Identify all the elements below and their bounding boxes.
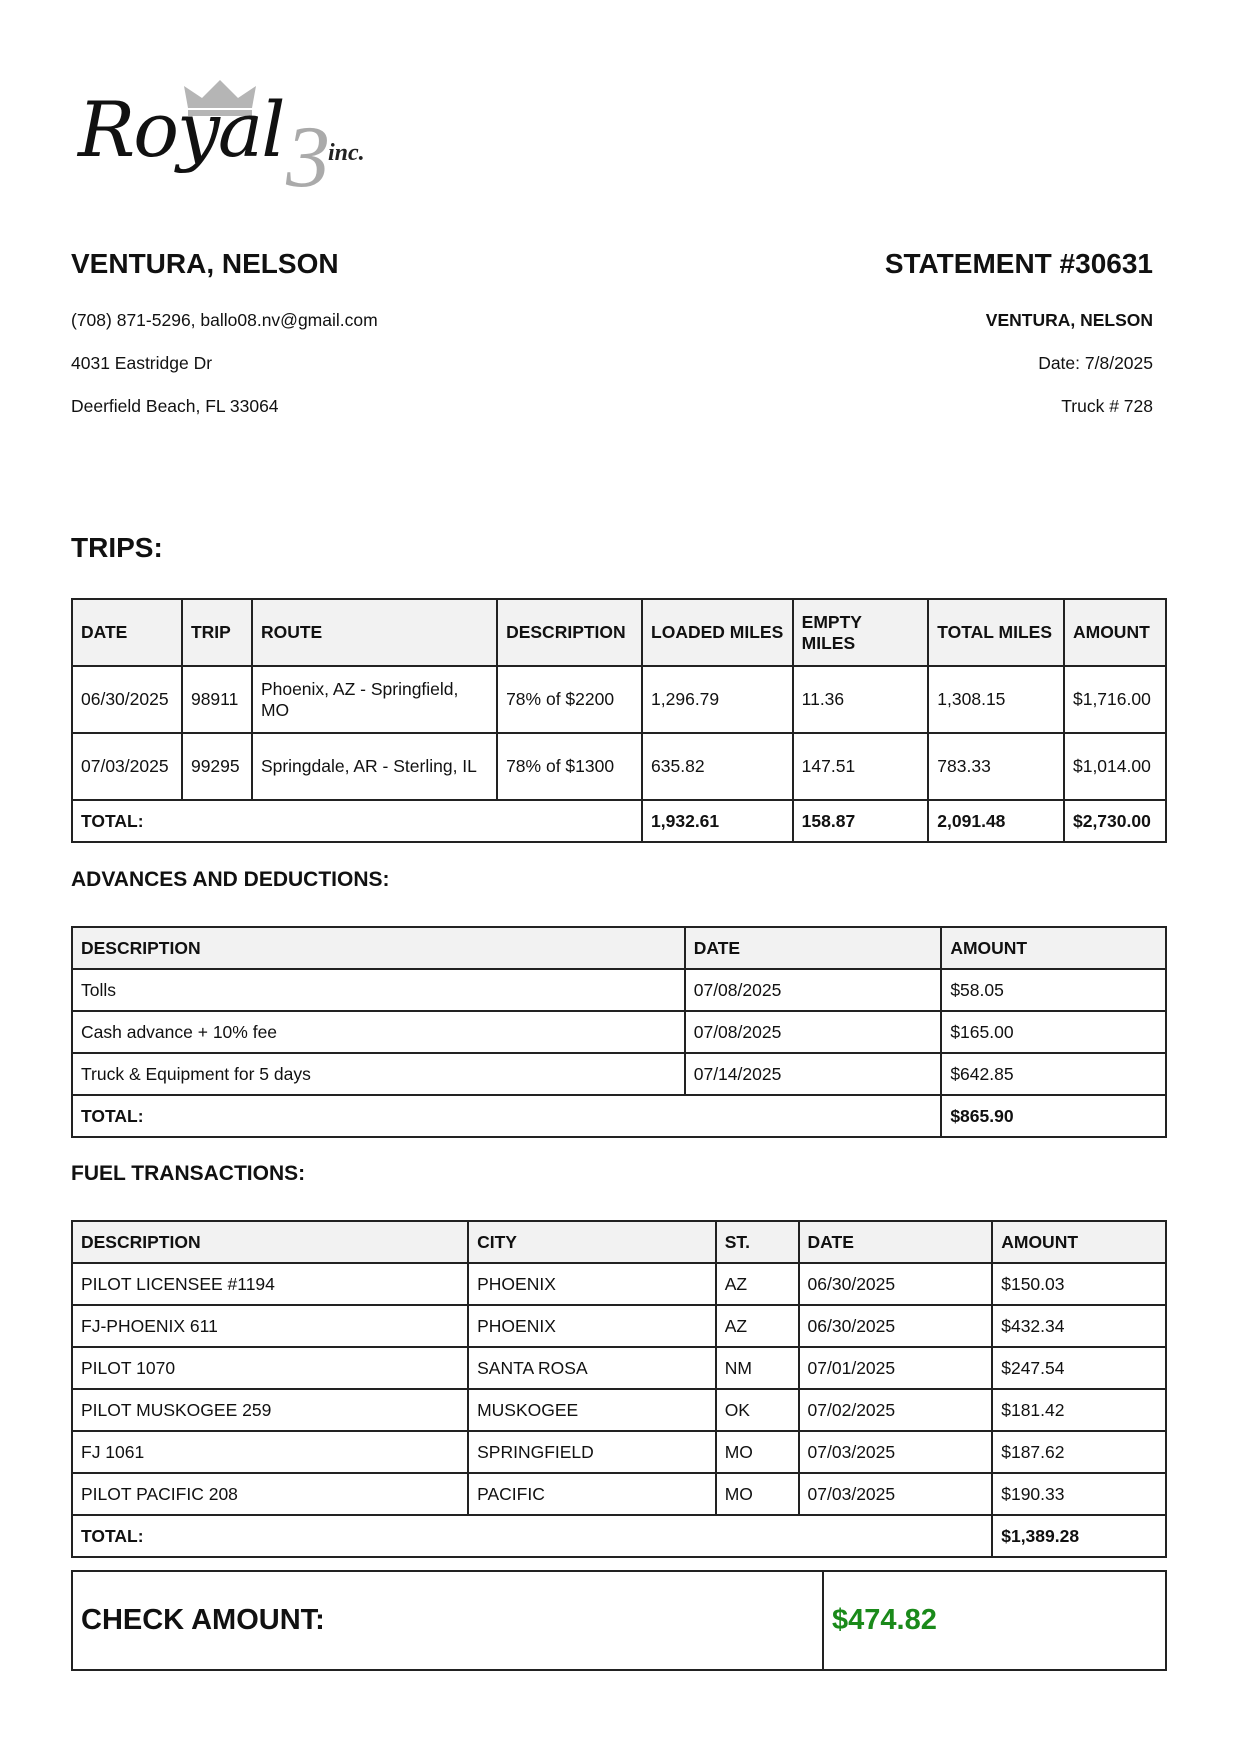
table-cell: $1,716.00 (1064, 666, 1166, 733)
statement-date: Date: 7/8/2025 (1038, 353, 1153, 373)
table-row (72, 1053, 1166, 1095)
table-row (72, 1431, 1166, 1473)
table-cell: PHOENIX (468, 1263, 716, 1305)
fuel-title: FUEL TRANSACTIONS: (71, 1162, 306, 1185)
table-cell: 06/30/2025 (72, 666, 182, 733)
table-cell: 06/30/2025 (799, 1305, 993, 1347)
table-cell: $1,014.00 (1064, 733, 1166, 800)
col-header: DESCRIPTION (72, 1221, 468, 1263)
driver-contact: (708) 871-5296, ballo08.nv@gmail.com (71, 310, 378, 330)
table-cell: 07/08/2025 (685, 969, 942, 1011)
total-label: TOTAL: (72, 1095, 941, 1137)
logo-number: 3 (286, 109, 330, 206)
trips-table (71, 598, 1167, 843)
col-header: DATE (799, 1221, 993, 1263)
table-cell: Springdale, AR - Sterling, IL (252, 733, 497, 800)
table-cell: Tolls (72, 969, 685, 1011)
table-row (72, 1011, 1166, 1053)
table-row (72, 1305, 1166, 1347)
fuel-header-row (72, 1221, 1166, 1263)
table-cell: 99295 (182, 733, 252, 800)
col-header: ST. (716, 1221, 799, 1263)
table-row (72, 1263, 1166, 1305)
table-row (72, 1473, 1166, 1515)
advances-total-row (72, 1095, 1166, 1137)
table-cell: SANTA ROSA (468, 1347, 716, 1389)
table-cell: 06/30/2025 (799, 1263, 993, 1305)
trips-title: TRIPS: (71, 532, 163, 563)
col-header: DESCRIPTION (497, 599, 642, 666)
table-cell: 78% of $2200 (497, 666, 642, 733)
table-row (72, 733, 1166, 800)
table-cell: Truck & Equipment for 5 days (72, 1053, 685, 1095)
table-cell: 1,308.15 (928, 666, 1064, 733)
trips-total-row (72, 800, 1166, 842)
table-cell: Cash advance + 10% fee (72, 1011, 685, 1053)
table-row (72, 1389, 1166, 1431)
advances-title: ADVANCES AND DEDUCTIONS: (71, 868, 390, 891)
total-label: TOTAL: (72, 800, 642, 842)
table-cell: $190.33 (992, 1473, 1166, 1515)
col-header: ROUTE (252, 599, 497, 666)
truck-number: Truck # 728 (1061, 396, 1153, 416)
check-amount-label: CHECK AMOUNT: (73, 1572, 824, 1669)
table-cell: PILOT 1070 (72, 1347, 468, 1389)
col-header: DATE (685, 927, 942, 969)
table-cell: FJ 1061 (72, 1431, 468, 1473)
driver-address-line1: 4031 Eastridge Dr (71, 353, 213, 373)
table-cell: 07/03/2025 (72, 733, 182, 800)
total-amount: $2,730.00 (1064, 800, 1166, 842)
col-header: AMOUNT (992, 1221, 1166, 1263)
table-cell: $150.03 (992, 1263, 1166, 1305)
table-cell: 07/03/2025 (799, 1473, 993, 1515)
trips-header-row (72, 599, 1166, 666)
table-cell: $247.54 (992, 1347, 1166, 1389)
logo-suffix: inc. (328, 140, 365, 166)
col-header: LOADED MILES (642, 599, 793, 666)
col-header: TOTAL MILES (928, 599, 1064, 666)
table-cell: MO (716, 1431, 799, 1473)
table-cell: $187.62 (992, 1431, 1166, 1473)
table-cell: FJ-PHOENIX 611 (72, 1305, 468, 1347)
total-miles: 2,091.48 (928, 800, 1064, 842)
company-logo (76, 78, 386, 206)
table-cell: 11.36 (793, 666, 929, 733)
table-row (72, 666, 1166, 733)
table-cell: 1,296.79 (642, 666, 793, 733)
table-cell: $58.05 (941, 969, 1166, 1011)
advances-table (71, 926, 1167, 1138)
table-cell: Phoenix, AZ - Springfield, MO (252, 666, 497, 733)
table-cell: PILOT MUSKOGEE 259 (72, 1389, 468, 1431)
table-cell: MO (716, 1473, 799, 1515)
total-label: TOTAL: (72, 1515, 992, 1557)
table-cell: SPRINGFIELD (468, 1431, 716, 1473)
driver-address-line2: Deerfield Beach, FL 33064 (71, 396, 279, 416)
table-cell: 07/01/2025 (799, 1347, 993, 1389)
table-cell: PILOT LICENSEE #1194 (72, 1263, 468, 1305)
total-empty-miles: 158.87 (793, 800, 929, 842)
col-header: CITY (468, 1221, 716, 1263)
statement-driver-name: VENTURA, NELSON (985, 310, 1153, 330)
table-cell: 78% of $1300 (497, 733, 642, 800)
table-cell: $642.85 (941, 1053, 1166, 1095)
table-row (72, 969, 1166, 1011)
table-cell: $165.00 (941, 1011, 1166, 1053)
table-cell: NM (716, 1347, 799, 1389)
col-header: AMOUNT (1064, 599, 1166, 666)
total-amount: $1,389.28 (992, 1515, 1166, 1557)
advances-header-row (72, 927, 1166, 969)
driver-name: VENTURA, NELSON (71, 248, 339, 279)
table-cell: AZ (716, 1305, 799, 1347)
table-cell: 07/14/2025 (685, 1053, 942, 1095)
col-header: EMPTY MILES (793, 599, 929, 666)
col-header: DATE (72, 599, 182, 666)
table-cell: AZ (716, 1263, 799, 1305)
col-header: AMOUNT (941, 927, 1166, 969)
table-cell: MUSKOGEE (468, 1389, 716, 1431)
table-row (72, 1347, 1166, 1389)
table-cell: PACIFIC (468, 1473, 716, 1515)
table-cell: 635.82 (642, 733, 793, 800)
table-cell: 98911 (182, 666, 252, 733)
statement-number: STATEMENT #30631 (884, 248, 1153, 279)
table-cell: 147.51 (793, 733, 929, 800)
col-header: DESCRIPTION (72, 927, 685, 969)
total-amount: $865.90 (941, 1095, 1166, 1137)
table-cell: PILOT PACIFIC 208 (72, 1473, 468, 1515)
check-amount-value: $474.82 (832, 1604, 937, 1636)
table-cell: 07/03/2025 (799, 1431, 993, 1473)
table-cell: 07/08/2025 (685, 1011, 942, 1053)
check-amount-box (71, 1570, 1167, 1671)
table-cell: 07/02/2025 (799, 1389, 993, 1431)
total-loaded-miles: 1,932.61 (642, 800, 793, 842)
table-cell: PHOENIX (468, 1305, 716, 1347)
logo-wordmark: Royal (78, 85, 284, 174)
table-cell: 783.33 (928, 733, 1064, 800)
fuel-total-row (72, 1515, 1166, 1557)
table-cell: OK (716, 1389, 799, 1431)
table-cell: $432.34 (992, 1305, 1166, 1347)
fuel-table (71, 1220, 1167, 1558)
col-header: TRIP (182, 599, 252, 666)
table-cell: $181.42 (992, 1389, 1166, 1431)
